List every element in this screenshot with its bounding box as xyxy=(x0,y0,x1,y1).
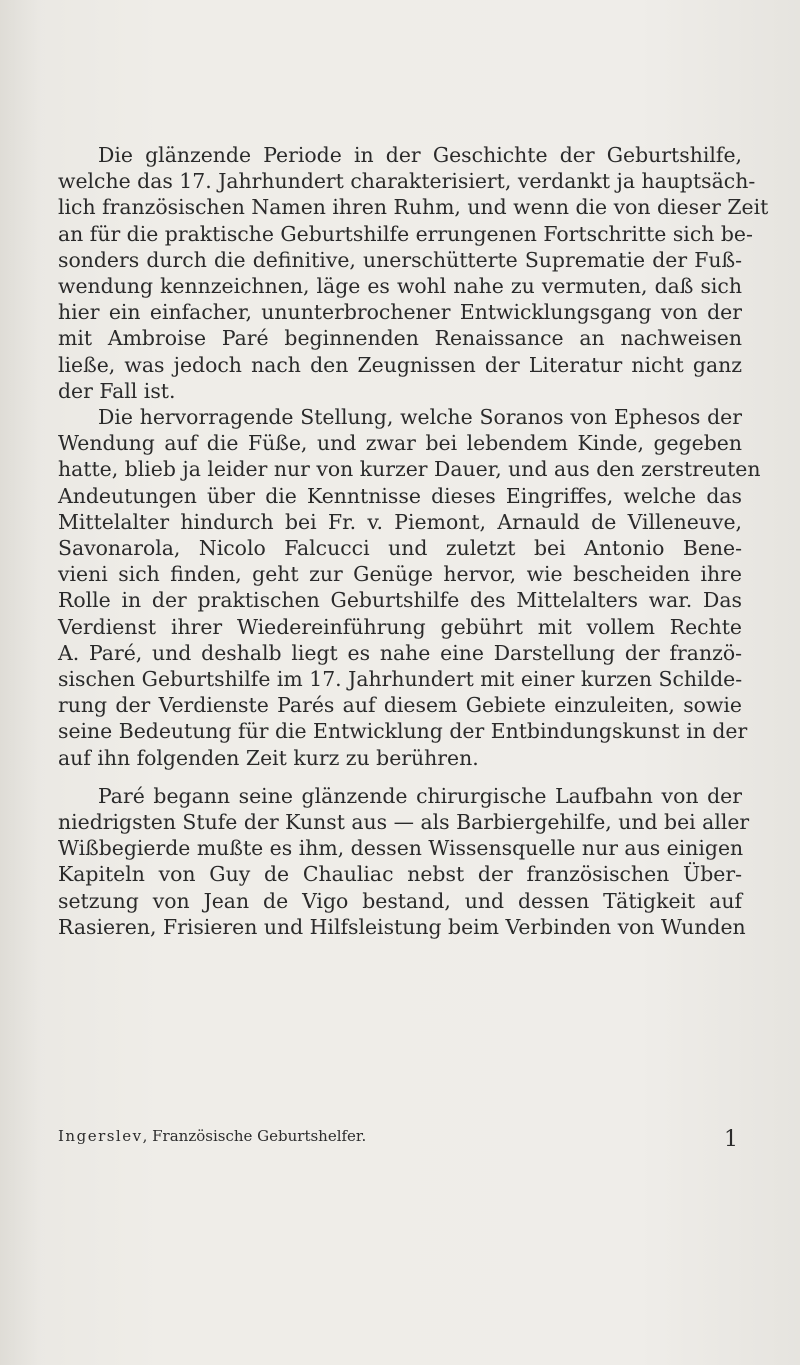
text-line: Die glänzende Periode in der Geschichte der Geburtshilfe, xyxy=(98,143,742,167)
text-line: welche das 17. Jahrhundert charakterisiert, verdankt ja hauptsäch- xyxy=(58,169,756,194)
running-footer: Ingerslev, Französische Geburtshelfer. xyxy=(58,1127,367,1145)
page-number: 1 xyxy=(724,1127,738,1152)
text-line: Savonarola, Nicolo Falcucci und zuletzt bei Antonio Bene- xyxy=(58,536,742,561)
text-line: Andeutungen über die Kenntnisse dieses Eingriffes, welche das xyxy=(58,483,742,508)
paragraph-3 xyxy=(58,783,750,940)
text-line: Mittelalter hindurch bei Fr. v. Piemont, Arnauld de Villeneuve, xyxy=(58,509,742,534)
text-line: Verdienst ihrer Wiedereinführung gebührt mit vollem Rechte xyxy=(58,614,742,639)
text-line: hier ein einfacher, ununterbrochener Entwicklungsgang von der xyxy=(58,300,742,325)
text-line: hatte, blieb ja leider nur von kurzer Dauer, und aus den zerstreuten xyxy=(58,457,761,482)
page-footer xyxy=(58,1126,738,1150)
footer-author: Ingerslev xyxy=(58,1127,143,1145)
paragraph-2 xyxy=(58,404,761,771)
text-line: wendung kennzeichnen, läge es wohl nahe zu vermuten, daß sich xyxy=(58,274,742,299)
text-line: setzung von Jean de Vigo bestand, und dessen Tätigkeit auf xyxy=(58,888,742,913)
text-line: vieni sich finden, geht zur Genüge hervor, wie bescheiden ihre xyxy=(58,562,742,587)
text-line: Rasieren, Frisieren und Hilfsleistung beim Verbinden von Wunden xyxy=(58,914,746,939)
text-line: sonders durch die definitive, unerschütterte Suprematie der Fuß- xyxy=(58,247,742,272)
text-line: Paré begann seine glänzende chirurgische Laufbahn von der xyxy=(98,783,742,808)
text-line: sischen Geburtshilfe im 17. Jahrhundert mit einer kurzen Schilde- xyxy=(58,667,743,692)
paragraph-1 xyxy=(58,142,769,404)
footer-title: Französische Geburtshelfer. xyxy=(152,1127,367,1145)
text-line: rung der Verdienste Parés auf diesem Gebiete einzuleiten, sowie xyxy=(58,693,742,718)
text-line: der Fall ist. xyxy=(58,378,176,403)
text-line: Kapiteln von Guy de Chauliac nebst der französischen Über- xyxy=(58,862,742,887)
text-line: an für die praktische Geburtshilfe errungenen Fortschritte sich be- xyxy=(58,221,753,246)
text-line: Wendung auf die Füße, und zwar bei lebendem Kinde, gegeben xyxy=(58,431,742,456)
body-text xyxy=(58,142,769,940)
text-line: seine Bedeutung für die Entwicklung der Entbindungskunst in der xyxy=(58,719,748,744)
text-line: mit Ambroise Paré beginnenden Renaissance an nachweisen xyxy=(58,326,742,351)
text-line: auf ihn folgenden Zeit kurz zu berühren. xyxy=(58,745,479,770)
text-line: niedrigsten Stufe der Kunst aus — als Barbiergehilfe, und bei aller xyxy=(58,810,750,835)
text-line: Wißbegierde mußte es ihm, dessen Wissensquelle nur aus einigen xyxy=(58,836,744,861)
page-edge-shadow xyxy=(0,0,40,1365)
text-line: Rolle in der praktischen Geburtshilfe des Mittelalters war. Das xyxy=(58,588,742,613)
text-line: Die hervorragende Stellung, welche Soranos von Ephesos der xyxy=(98,405,742,430)
text-line: lich französischen Namen ihren Ruhm, und wenn die von dieser Zeit xyxy=(58,195,769,220)
text-line: A. Paré, und deshalb liegt es nahe eine Darstellung der franzö- xyxy=(58,640,742,665)
text-line: ließe, was jedoch nach den Zeugnissen der Literatur nicht ganz xyxy=(58,352,742,377)
